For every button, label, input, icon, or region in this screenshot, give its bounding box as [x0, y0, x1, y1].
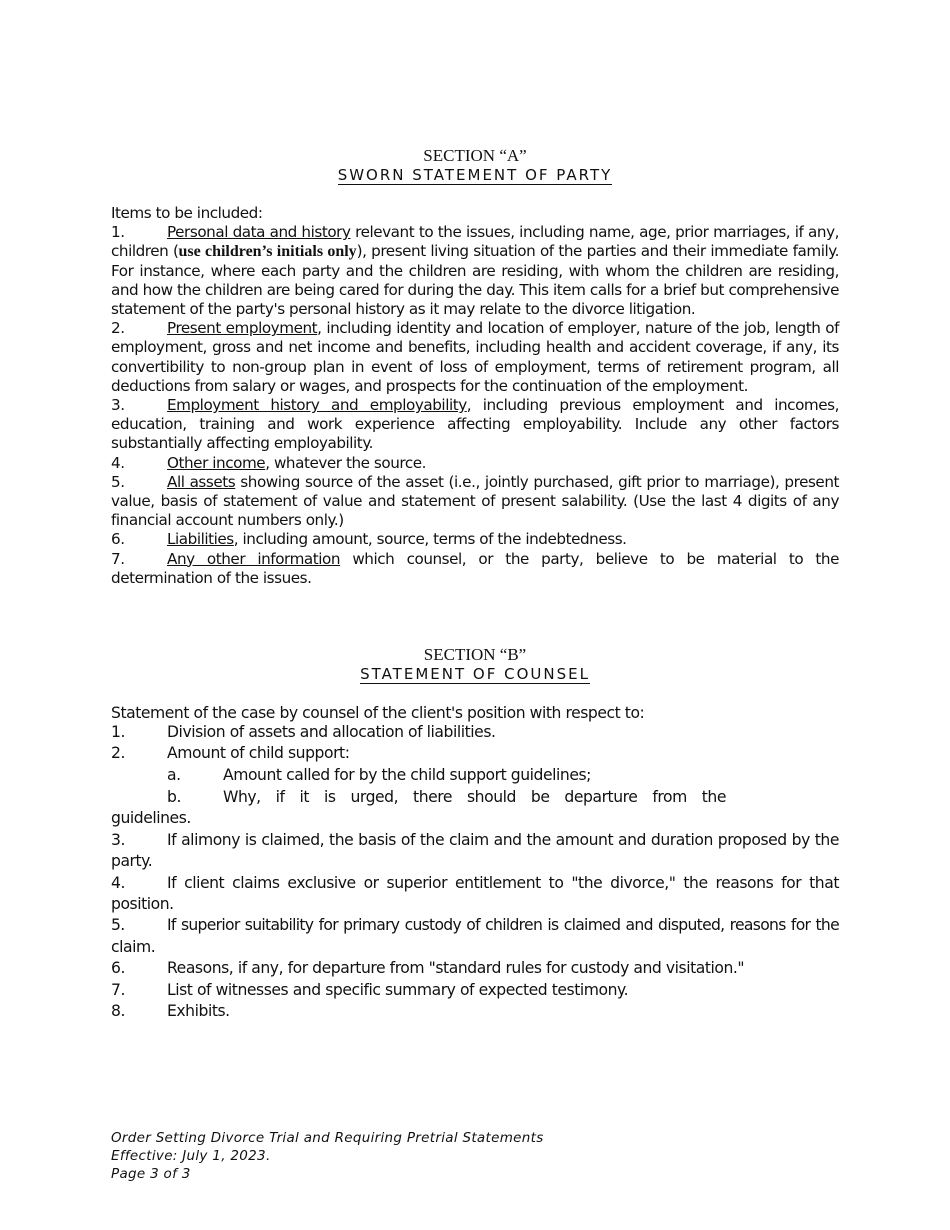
section-b-item-2: 2. Amount of child support: — [111, 744, 350, 762]
section-a-item-2: 2. Present employment, including identity and location of employer, nature of the job, length of employment, gross and net income and benefits, including health and accident coverage, if any, its convertibility to non-group plan in event of loss of employment, terms of retirement program, all deductions from salary or wages, and prospects for the continuation of the employment. — [111, 319, 839, 395]
footer-page-number: Page 3 of 3 — [111, 1166, 191, 1182]
page-footer — [111, 1129, 544, 1183]
section-b-item-5-cont: claim. — [111, 938, 156, 956]
section-b-item-7: 7. List of witnesses and specific summary of expected testimony. — [111, 981, 629, 999]
section-b-item-3-cont: party. — [111, 852, 153, 870]
section-b-item-4-cont: position. — [111, 895, 174, 913]
section-b-item-2b: b. Why, if it is urged, there should be departure from the — [167, 788, 726, 806]
section-b-item-2b-cont: guidelines. — [111, 809, 191, 827]
section-a-item-3: 3. Employment history and employability, including previous employment and incomes, education, training and work experience affecting employability. Include any other factors substantially affecting employability. — [111, 396, 839, 453]
section-b-item-8: 8. Exhibits. — [111, 1002, 230, 1020]
section-b-item-2a: a. Amount called for by the child support guidelines; — [167, 766, 591, 784]
section-a-item-5: 5. All assets showing source of the asset (i.e., jointly purchased, gift prior to marriage), present value, basis of statement of value and statement of present salability. (Use the last 4 digits of any financial account numbers only.) — [111, 472, 839, 530]
section-a-item-4: 4. Other income, whatever the source. — [111, 453, 427, 472]
section-a-item-7: 7. Any other information which counsel, or the party, believe to be material to the determination of the issues. — [111, 549, 839, 587]
section-b-intro: Statement of the case by counsel of the client's position with respect to: — [111, 704, 645, 722]
section-b-item-1: 1. Division of assets and allocation of liabilities. — [111, 723, 496, 741]
section-b-title: STATEMENT OF COUNSEL — [360, 665, 590, 683]
section-a-intro: Items to be included: — [111, 204, 263, 222]
section-a-body — [111, 204, 839, 588]
section-a-item-1: 1. Personal data and history relevant to the issues, including name, age, prior marriages, if any, children (use children’s initials only), present living situation of the parties and their immediate family. For instance, where each party and the children are residing, with whom the children are residing, and how the children are being cared for during the day. This item calls for a brief but comprehensive statement of the party's personal history as it may relate to the divorce litigation. — [111, 223, 839, 319]
section-b-item-6: 6. Reasons, if any, for departure from "standard rules for custody and visitation." — [111, 959, 745, 977]
footer-effective-date: Effective: July 1, 2023. — [111, 1148, 271, 1164]
footer-order-title: Order Setting Divorce Trial and Requiring Pretrial Statements — [111, 1130, 544, 1146]
section-a-item-6: 6. Liabilities, including amount, source, terms of the indebtedness. — [111, 530, 627, 549]
section-b-label: SECTION “B” — [423, 645, 527, 664]
section-b-heading — [111, 645, 839, 684]
section-b-item-5: 5. If superior suitability for primary custody of children is claimed and disputed, reasons for the — [111, 916, 839, 934]
section-a-heading — [111, 146, 839, 185]
section-a-title: SWORN STATEMENT OF PARTY — [337, 166, 613, 184]
section-a-label: SECTION “A” — [423, 146, 527, 165]
section-b-item-4: 4. If client claims exclusive or superior entitlement to "the divorce," the reasons for that — [111, 874, 839, 892]
section-b-item-3: 3. If alimony is claimed, the basis of the claim and the amount and duration proposed by the — [111, 831, 839, 849]
